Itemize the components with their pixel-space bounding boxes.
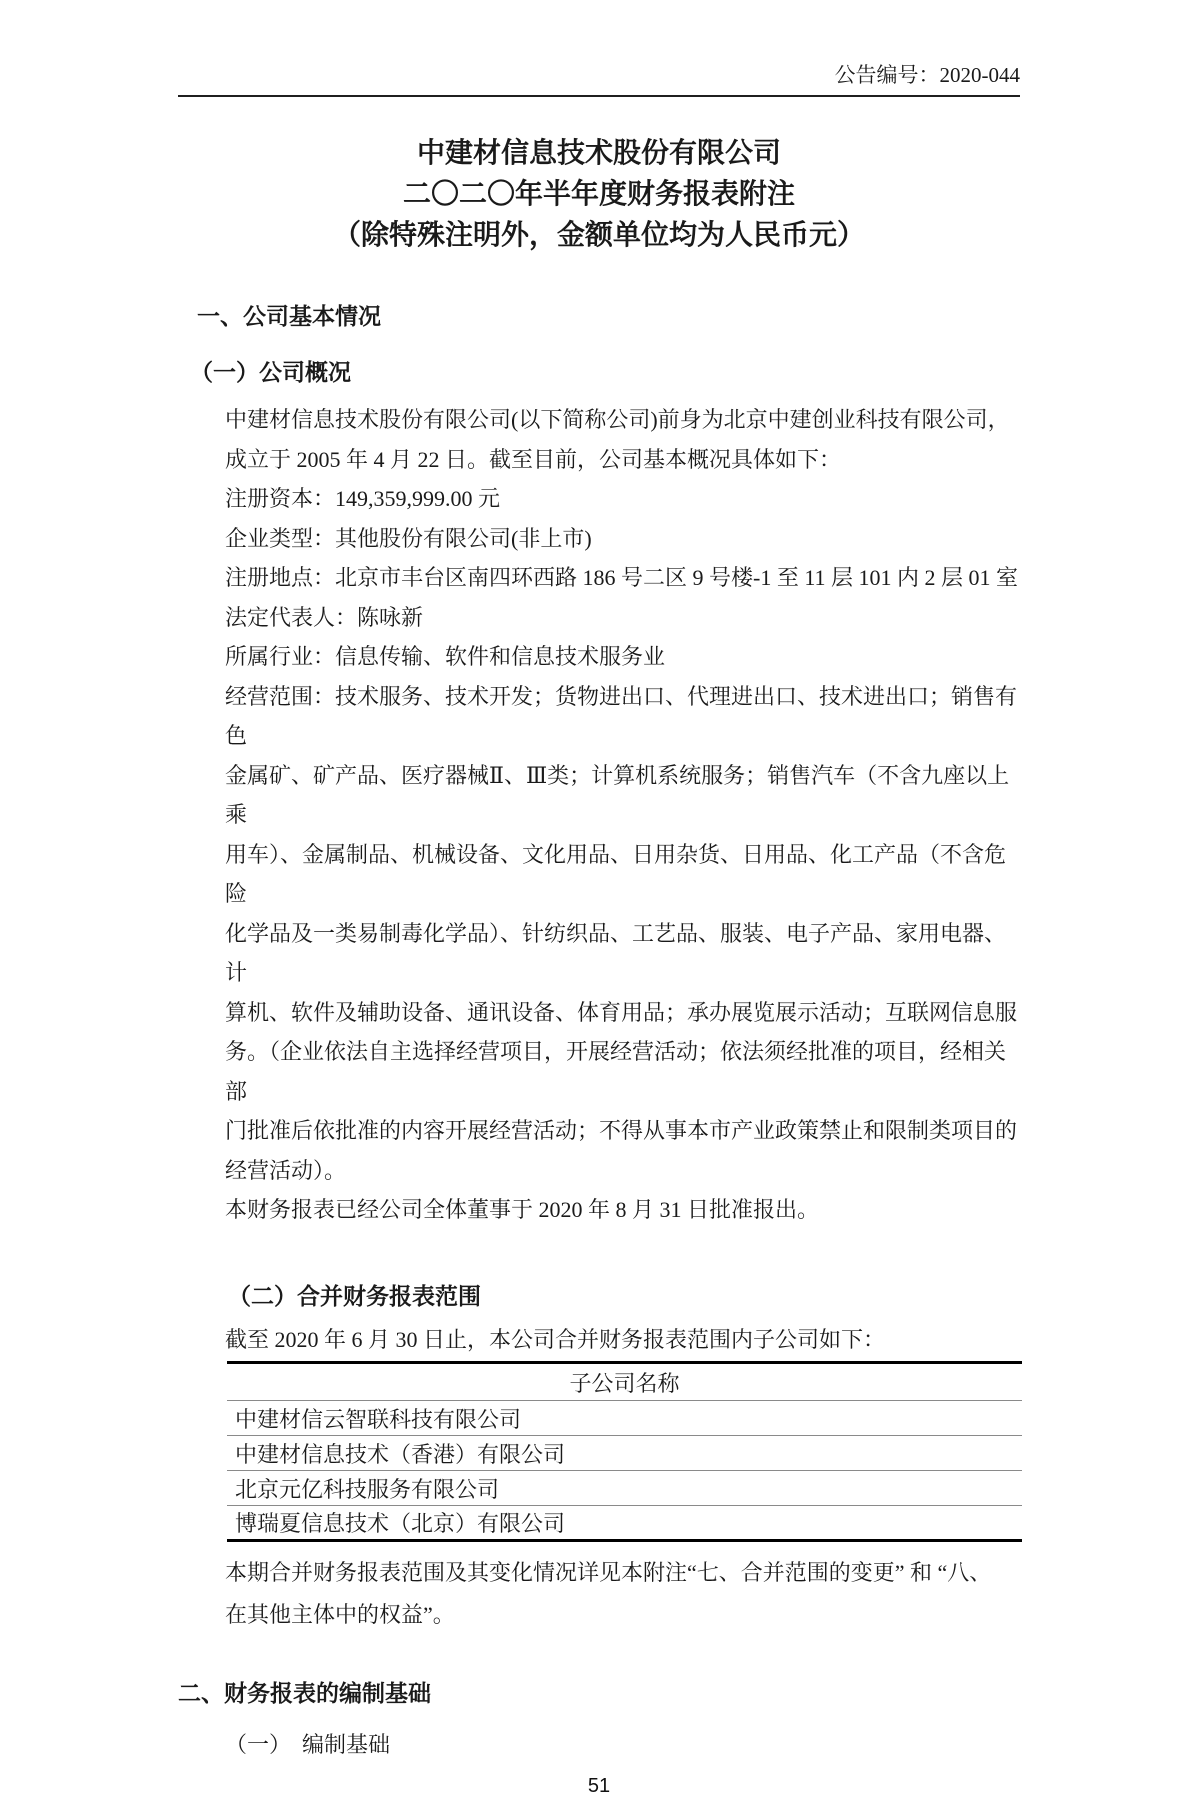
table-row: [227, 1471, 1022, 1506]
subsidiaries-table: [227, 1361, 1022, 1542]
table-row: [227, 1401, 1022, 1436]
title-line-1: 中建材信息技术股份有限公司: [416, 138, 781, 169]
section-1-heading: 一、公司基本情况: [197, 304, 381, 329]
section-2-1-heading: （一） 编制基础: [225, 1732, 391, 1757]
profile-line-15: 经营活动）。: [225, 1157, 347, 1183]
profile-line-8: 经营范围：技术服务、技术开发；货物进出口、代理进出口、技术进出口；销售有色: [225, 683, 1018, 748]
section-1-2-heading: （二）合并财务报表范围: [228, 1283, 481, 1309]
profile-line-5: 注册地点：北京市丰台区南四环西路 186 号二区 9 号楼-1 至 11 层 101 内 2 层 01 室: [225, 565, 1019, 590]
scope-intro: 截至 2020 年 6 月 30 日止，本公司合并财务报表范围内子公司如下：: [225, 1326, 886, 1352]
profile-line-6: 法定代表人：陈咏新: [225, 604, 424, 630]
profile-line-13: 务。（企业依法自主选择经营项目，开展经营活动；依法须经批准的项目，经相关部: [225, 1039, 1007, 1104]
subsidiary-name-cell: 中建材信息技术（香港）有限公司: [227, 1436, 1022, 1471]
profile-line-14: 门批准后依批准的内容开展经营活动；不得从事本市产业政策禁止和限制类项目的: [225, 1118, 1018, 1143]
table-row: [227, 1506, 1022, 1541]
subsidiary-name-cell: 中建材信云智联科技有限公司: [227, 1401, 1022, 1436]
profile-line-12: 算机、软件及辅助设备、通讯设备、体育用品；承办展览展示活动；互联网信息服: [225, 999, 1018, 1025]
page-number: 51: [587, 1775, 611, 1797]
table-header-cell: 子公司名称: [227, 1363, 1022, 1401]
scope-note-paragraph: [225, 1552, 1020, 1635]
announcement-number: 公告编号：2020-044: [834, 63, 1020, 87]
subsidiary-name-cell: 博瑞夏信息技术（北京）有限公司: [235, 1511, 566, 1536]
subsidiary-name-cell: 北京元亿科技服务有限公司: [227, 1471, 1022, 1506]
profile-line-16: 本财务报表已经公司全体董事于 2020 年 8 月 31 日批准报出。: [225, 1197, 820, 1222]
page-footer: [178, 1775, 1020, 1798]
profile-line-7: 所属行业：信息传输、软件和信息技术服务业: [225, 644, 666, 669]
section-2-heading: 二、财务报表的编制基础: [178, 1681, 431, 1706]
company-profile-paragraph: [225, 400, 1020, 1230]
profile-line-4: 企业类型：其他股份有限公司(非上市): [225, 525, 592, 551]
profile-line-11: 化学品及一类易制毒化学品）、针纺织品、工艺品、服装、电子产品、家用电器、计: [225, 920, 1007, 985]
scope-note-line-2: 在其他主体中的权益”。: [225, 1601, 455, 1627]
page-header: [178, 0, 1020, 97]
profile-line-2: 成立于 2005 年 4 月 22 日。截至目前，公司基本概况具体如下：: [225, 446, 842, 472]
profile-line-3: 注册资本：149,359,999.00 元: [225, 486, 501, 511]
title-line-2: 二〇二〇年半年度财务报表附注: [402, 179, 795, 210]
section-1-1-heading: （一）公司概况: [190, 360, 351, 385]
table-header-row: [227, 1363, 1022, 1401]
profile-line-10: 用车）、金属制品、机械设备、文化用品、日用杂货、日用品、化工产品（不含危险: [225, 841, 1007, 906]
scope-note-line-1: 本期合并财务报表范围及其变化情况详见本附注“七、合并范围的变更” 和 “八、: [225, 1560, 992, 1585]
profile-line-1: 中建材信息技术股份有限公司(以下简称公司)前身为北京中建创业科技有限公司，: [225, 407, 1010, 432]
document-title: [178, 133, 1020, 256]
profile-line-9: 金属矿、矿产品、医疗器械Ⅱ、Ⅲ类；计算机系统服务；销售汽车（不含九座以上乘: [225, 762, 1010, 827]
title-line-3: （除特殊注明外，金额单位均为人民币元）: [332, 220, 865, 251]
table-row: [227, 1436, 1022, 1471]
page-content: [178, 0, 1020, 1798]
